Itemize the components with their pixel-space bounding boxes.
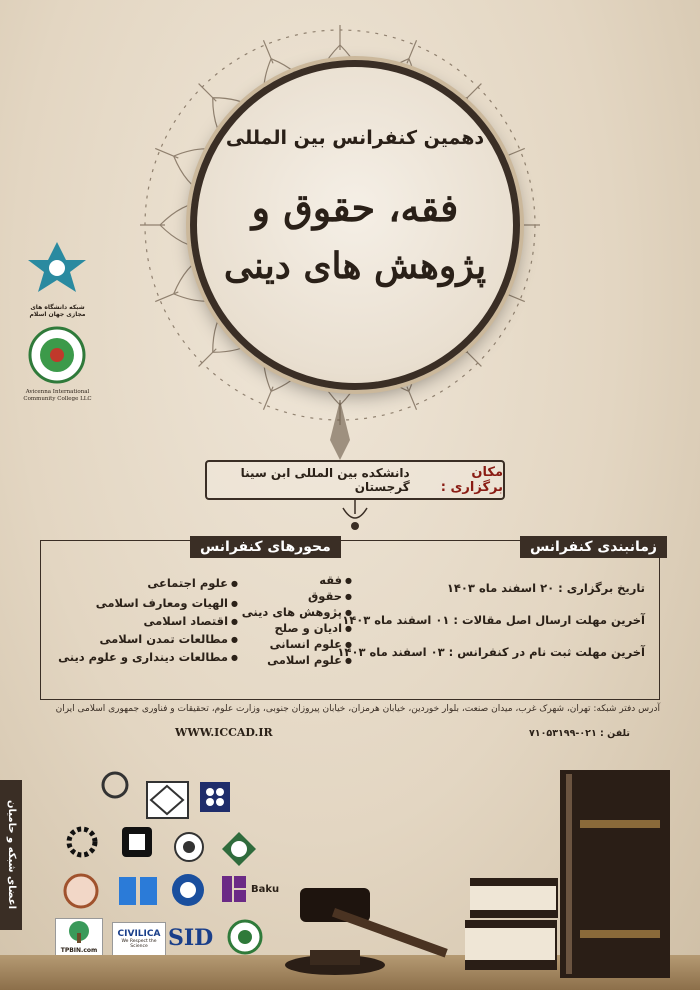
member-logo-10 xyxy=(170,872,206,908)
conference-title-line1: فقه، حقوق و xyxy=(251,185,459,230)
member-logo-6 xyxy=(172,830,206,864)
schedule-row: تاریخ برگزاری : ۲۰ اسفند ماه ۱۴۰۳ xyxy=(446,581,645,595)
civilica-logo xyxy=(112,922,166,956)
logo2-caption: Avicenna International Community College LLC xyxy=(23,389,92,402)
venue-label: مکان برگزاری : xyxy=(440,465,503,495)
member-logo-3 xyxy=(198,780,232,814)
conference-subtitle: دهمین کنفرانس بین المللی xyxy=(225,127,485,149)
topics-column-2 xyxy=(58,575,238,667)
topic-item: ● علوم اجتماعی xyxy=(58,575,238,595)
member-logo-8 xyxy=(62,872,100,910)
title-medallion xyxy=(190,60,520,390)
phone-text: تلفن : ۰۲۱-۷۱۰۵۳۱۹۹ xyxy=(529,728,630,739)
books-gavel-illustration xyxy=(280,760,700,990)
avicenna-seal-icon xyxy=(20,325,95,385)
topic-item: ● علوم انسانی xyxy=(242,636,352,652)
member-logo-5 xyxy=(120,825,154,859)
topic-item: ● حقوق xyxy=(242,588,352,604)
tpbin-text: TPBIN.com xyxy=(60,947,98,954)
member-logo-2 xyxy=(145,780,190,820)
venue-box xyxy=(205,460,505,500)
star-logo-icon xyxy=(20,240,95,300)
schedule-row: آخرین مهلت ارسال اصل مقالات : ۰۱ اسفند ماه ۱۴۰۳ xyxy=(342,613,645,627)
venue-ornament xyxy=(325,500,385,532)
baku-logo xyxy=(220,874,279,904)
venue-value: دانشکده بین المللی ابن سینا گرجستان xyxy=(240,466,410,494)
member-logo-7 xyxy=(220,830,258,868)
topic-item: ● مطالعات تمدن اسلامی xyxy=(58,631,238,649)
member-logo-9 xyxy=(117,875,159,907)
topics-column-1 xyxy=(242,572,352,668)
website-link[interactable]: WWW.ICCAD.IR xyxy=(175,726,273,739)
civilica-subtext: We Respect the Science xyxy=(121,939,157,949)
schedule-title: زمانبندی کنفرانس xyxy=(520,536,667,558)
topic-item: ● مطالعات دینداری و علوم دینی xyxy=(58,649,238,667)
members-label: اعضای شبکه و حامیان xyxy=(0,780,22,930)
sid-logo: SID xyxy=(168,925,214,951)
tree-icon xyxy=(59,919,99,943)
schedule-row: آخرین مهلت ثبت نام در کنفرانس : ۰۳ اسفند ماه ۱۴۰۳ xyxy=(337,645,645,659)
conference-title-line2: پژوهش های دینی xyxy=(223,245,487,287)
topic-item: ● علوم اسلامی xyxy=(242,652,352,668)
member-logo-1 xyxy=(100,770,130,800)
topic-item: ● الهیات ومعارف اسلامی xyxy=(58,595,238,613)
topic-item: ● پژوهش های دینی xyxy=(242,604,352,620)
baku-text: Baku xyxy=(251,883,280,895)
topic-item: ● فقه xyxy=(242,572,352,588)
tpbin-logo xyxy=(55,918,103,960)
schedule-list xyxy=(337,575,645,677)
member-logo-4 xyxy=(65,825,99,859)
topic-item: ● اقتصاد اسلامی xyxy=(58,613,238,631)
virtual-universities-logo xyxy=(20,240,95,318)
avicenna-college-logo xyxy=(20,325,95,403)
baku-mark-icon xyxy=(220,874,248,904)
member-logo-11 xyxy=(226,918,264,956)
address-text: آدرس دفتر شبکه: تهران، شهرک غرب، میدان صنعت، بلوار خوردین، خیابان هرمزان، خیابان پیروزان جنوبی، وزارت علوم، تحقیقات و فناوری جمهوری اسلامی ایران xyxy=(55,704,660,714)
topic-item: ● ادیان و صلح xyxy=(242,620,352,636)
logo1-caption: شبکه دانشگاه های مجازی جهان اسلام xyxy=(29,304,86,318)
topics-title: محورهای کنفرانس xyxy=(190,536,341,558)
civilica-text: CIVILICA xyxy=(117,929,161,939)
